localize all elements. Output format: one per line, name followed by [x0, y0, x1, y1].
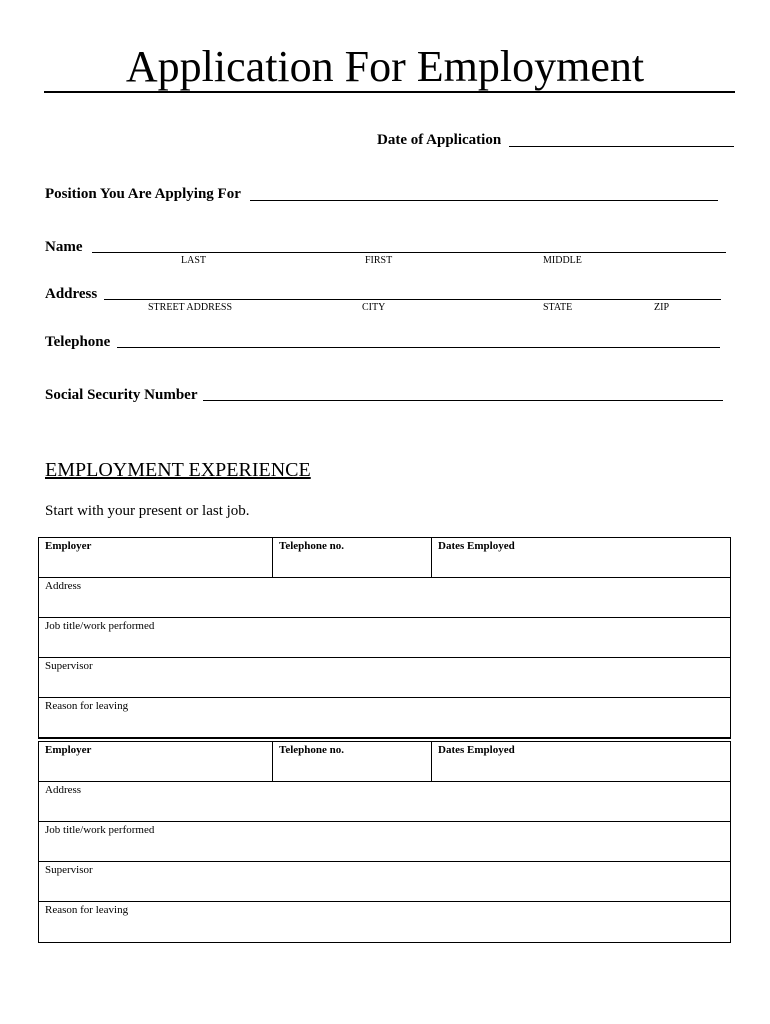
dates-employed-label: Dates Employed	[438, 744, 515, 756]
name-label: Name	[45, 239, 83, 255]
address-label: Address	[45, 286, 98, 302]
title-divider	[44, 91, 735, 93]
reason-for-leaving-cell-label: Reason for leaving	[45, 700, 129, 712]
address-cell-label: Address	[45, 580, 82, 592]
reason-for-leaving-row[interactable]	[39, 698, 730, 738]
supervisor-row[interactable]	[39, 862, 730, 902]
supervisor-row[interactable]	[39, 658, 730, 698]
position-label: Position You Are Applying For	[45, 186, 241, 202]
name-first-sublabel: FIRST	[365, 255, 393, 266]
employer-row	[39, 742, 730, 782]
address-street-sublabel: STREET ADDRESS	[148, 302, 232, 313]
supervisor-cell-label: Supervisor	[45, 660, 93, 672]
date-of-application-label: Date of Application	[377, 132, 502, 148]
name-field[interactable]	[92, 252, 726, 253]
address-row[interactable]	[39, 578, 730, 618]
ssn-label: Social Security Number	[45, 387, 198, 403]
job-title-row[interactable]	[39, 618, 730, 658]
telephone-no-label: Telephone no.	[279, 744, 345, 756]
employment-block-1	[38, 537, 731, 739]
date-of-application-field[interactable]	[509, 146, 734, 147]
job-title-cell-label: Job title/work performed	[45, 620, 155, 632]
address-row[interactable]	[39, 782, 730, 822]
ssn-field[interactable]	[203, 400, 723, 401]
employer-label: Employer	[45, 540, 92, 552]
dates-employed-cell[interactable]	[431, 742, 730, 781]
address-field[interactable]	[104, 299, 721, 300]
supervisor-cell-label: Supervisor	[45, 864, 93, 876]
employer-cell[interactable]	[39, 742, 272, 781]
dates-employed-label: Dates Employed	[438, 540, 515, 552]
employer-cell[interactable]	[39, 538, 272, 577]
telephone-cell[interactable]	[272, 742, 431, 781]
employer-row	[39, 538, 730, 578]
reason-for-leaving-row[interactable]	[39, 902, 730, 942]
telephone-field[interactable]	[117, 347, 720, 348]
dates-employed-cell[interactable]	[431, 538, 730, 577]
job-title-cell-label: Job title/work performed	[45, 824, 155, 836]
position-field[interactable]	[250, 200, 718, 201]
page-title: Application For Employment	[125, 42, 645, 91]
name-middle-sublabel: MIDDLE	[543, 255, 582, 266]
address-cell-label: Address	[45, 784, 82, 796]
address-zip-sublabel: ZIP	[654, 302, 669, 313]
employment-experience-heading: EMPLOYMENT EXPERIENCE	[45, 459, 311, 481]
employer-label: Employer	[45, 744, 92, 756]
reason-for-leaving-cell-label: Reason for leaving	[45, 904, 129, 916]
address-state-sublabel: STATE	[543, 302, 573, 313]
employment-intro-text: Start with your present or last job.	[45, 503, 250, 519]
telephone-cell[interactable]	[272, 538, 431, 577]
address-city-sublabel: CITY	[362, 302, 386, 313]
telephone-no-label: Telephone no.	[279, 540, 345, 552]
telephone-label: Telephone	[45, 334, 111, 350]
job-title-row[interactable]	[39, 822, 730, 862]
employment-block-2	[38, 741, 731, 943]
name-last-sublabel: LAST	[181, 255, 206, 266]
